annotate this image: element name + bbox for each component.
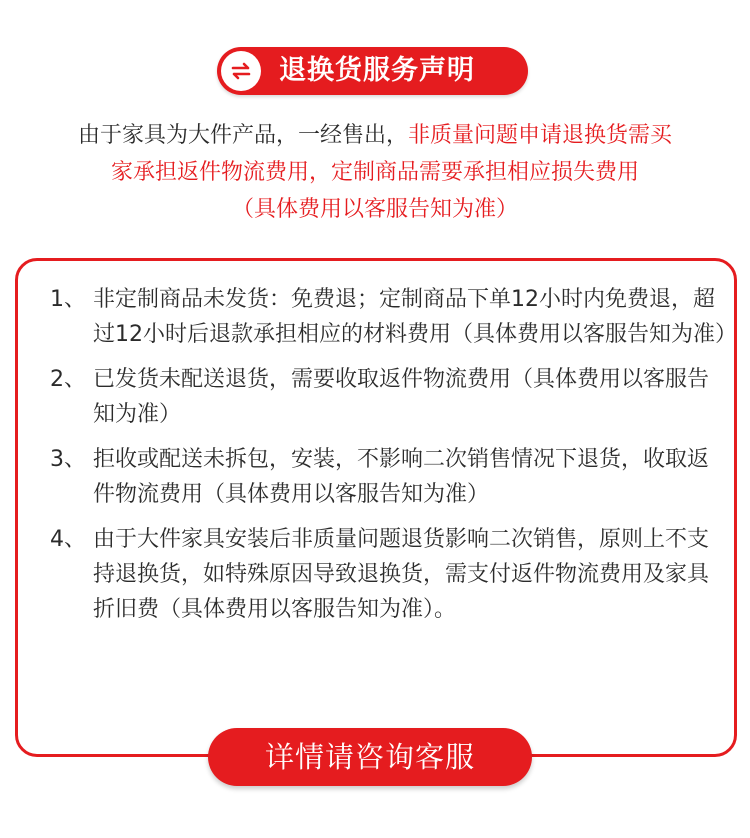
- rules-list: [50, 282, 737, 627]
- swap-arrows-icon: [221, 51, 261, 91]
- intro-line-2: 家承担返件物流费用，定制商品需要承担相应损失费用: [110, 160, 639, 185]
- rule-text: 由于大件家具安装后非质量问题退货影响二次销售，原则上不支持退换货，如特殊原因导致退换货，需支付返件物流费用及家具折旧费（具体费用以客服告知为准）。: [93, 527, 710, 622]
- rule-item: [50, 442, 730, 512]
- rule-text: 已发货未配送退货，需要收取返件物流费用（具体费用以客服告知为准）: [93, 367, 710, 427]
- rule-item: [50, 362, 730, 432]
- intro-line-1: [0, 117, 750, 154]
- intro-text-normal: 由于家具为大件产品，一经售出，: [77, 123, 408, 148]
- rule-number: 1、: [50, 287, 86, 312]
- title-banner: [217, 47, 528, 95]
- rule-item: [50, 522, 730, 627]
- rule-number: 3、: [50, 447, 86, 472]
- page-title: 退换货服务声明: [279, 55, 475, 86]
- intro-notice: [0, 117, 750, 228]
- rule-number: 2、: [50, 367, 86, 392]
- contact-service-button[interactable]: 详情请咨询客服: [208, 728, 532, 786]
- intro-text-highlight: 非质量问题申请退换货需买: [408, 123, 673, 148]
- rule-number: 4、: [50, 527, 86, 552]
- intro-line-3: （具体费用以客服告知为准）: [231, 197, 518, 222]
- rule-text: 非定制商品未发货：免费退；定制商品下单12小时内免费退，超过12小时后退款承担相应的材料费用（具体费用以客服告知为准）: [93, 287, 737, 347]
- rule-text: 拒收或配送未拆包，安装，不影响二次销售情况下退货，收取返件物流费用（具体费用以客服告知为准）: [93, 447, 710, 507]
- rule-item: [50, 282, 737, 352]
